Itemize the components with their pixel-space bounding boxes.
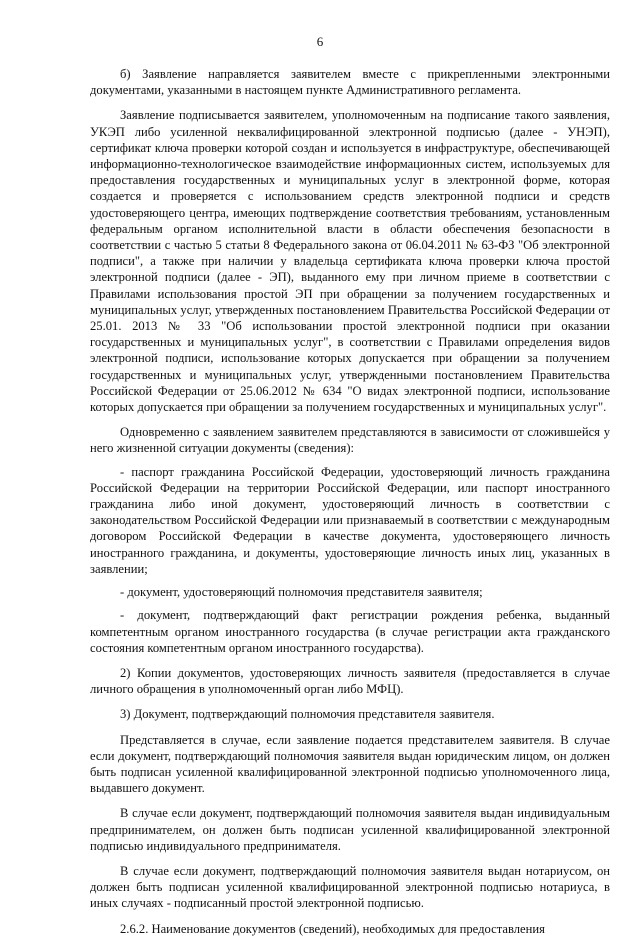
paragraph-legal-entity-case: Представляется в случае, если заявление подается представителем заявителя. В случае если документ, подтверждающий полномочия заявителя выдан юридическим лицом, он должен быть подписан усиленной квалифицированной электронной подписью уполномоченного лица, выдавшего документ.	[90, 732, 610, 796]
paragraph-notary-case: В случае если документ, подтверждающий полномочия заявителя выдан нотариусом, он должен быть подписан усиленной квалифицированной электронной подписью нотариуса, в иных случаях - подписанный простой электронной подписью.	[90, 863, 610, 911]
paragraph-identity-copies: 2) Копии документов, удостоверяющих личность заявителя (предоставляется в случае личного обращения в уполномоченный орган либо МФЦ).	[90, 665, 610, 697]
paragraph-entrepreneur-case: В случае если документ, подтверждающий полномочия заявителя выдан индивидуальным предпринимателем, он должен быть подписан усиленной квалифицированной электронной подписью индивидуального предпринимателя.	[90, 806, 610, 853]
paragraph-signature-requirements: Заявление подписывается заявителем, уполномоченным на подписание такого заявления, УКЭП либо усиленной неквалифицированной электронной подписью (далее - УНЭП), сертификат ключа проверки которой создан и используется в инфраструктуре, обеспечивающей информационно-технологическое взаимодействие информационных систем, используемых для предоставления государственных и муниципальных услуг в электронной форме, которая создается и проверяется с использованием средств электронной подписи и средств удостоверяющего центра, имеющих подтверждение соответствия требованиям, установленным федеральным органом исполнительной власти в области обеспечения безопасности в соответствии с частью 5 статьи 8 Федерального закона от 06.04.2011 № 63-ФЗ "Об электронной подписи", а также при наличии у владельца сертификата ключа проверки ключа простой электронной подписи (далее - ЭП), выданного ему при личном приеме в соответствии с Правилами использования простой ЭП при обращении за получением государственных и муниципальных услуг, утвержденных постановлением Правительства Российской Федерации от 25.01. 2013 № 33 "Об использовании простой электронной подписи при оказании государственных и муниципальных услуг", в соответствии с Правилами определения видов электронной подписи, использование которых допускается при обращении за получением государственных и муниципальных услуг, утвержденными постановлением Правительства Российской Федерации от 25.06.2012 № 634 "О видах электронной подписи, использование которых допускается при обращении за получением государственных и муниципальных услуг".	[90, 108, 610, 415]
paragraph-authority-document: 3) Документ, подтверждающий полномочия представителя заявителя.	[120, 707, 495, 722]
paragraph-section-2-6-2: 2.6.2. Наименование документов (сведений), необходимых для предоставления	[120, 921, 545, 936]
paragraph-statement-sent: б) Заявление направляется заявителем вместе с прикрепленными электронными документами, указанными в настоящем пункте Административного регламента.	[90, 67, 610, 98]
paragraph-documents-intro: Одновременно с заявлением заявителем представляются в зависимости от сложившейся у него жизненной ситуации документы (сведения):	[90, 425, 610, 456]
list-item-representative-document: - документ, удостоверяющий полномочия представителя заявителя;	[120, 585, 483, 600]
list-item-birth-registration: - документ, подтверждающий факт регистрации рождения ребенка, выданный компетентным органом иностранного государства (в случае регистрации акта гражданского состояния компетентным органом иностранного государства).	[90, 608, 610, 655]
page-number: 6	[316, 34, 324, 49]
document-body	[90, 66, 610, 937]
list-item-passport: - паспорт гражданина Российской Федерации, удостоверяющий личность гражданина Российской Федерации на территории Российской Федерации, или паспорт иностранного гражданина либо иной документ, удостоверяющий личность в соответствии с законодательством Российской Федерации или признаваемый в соответствии с международным договором Российской Федерации в качестве документа, удостоверяющего личность иностранного гражданина, и документы, удостоверяющие личность иных лиц, указанных в заявлении;	[90, 464, 610, 576]
